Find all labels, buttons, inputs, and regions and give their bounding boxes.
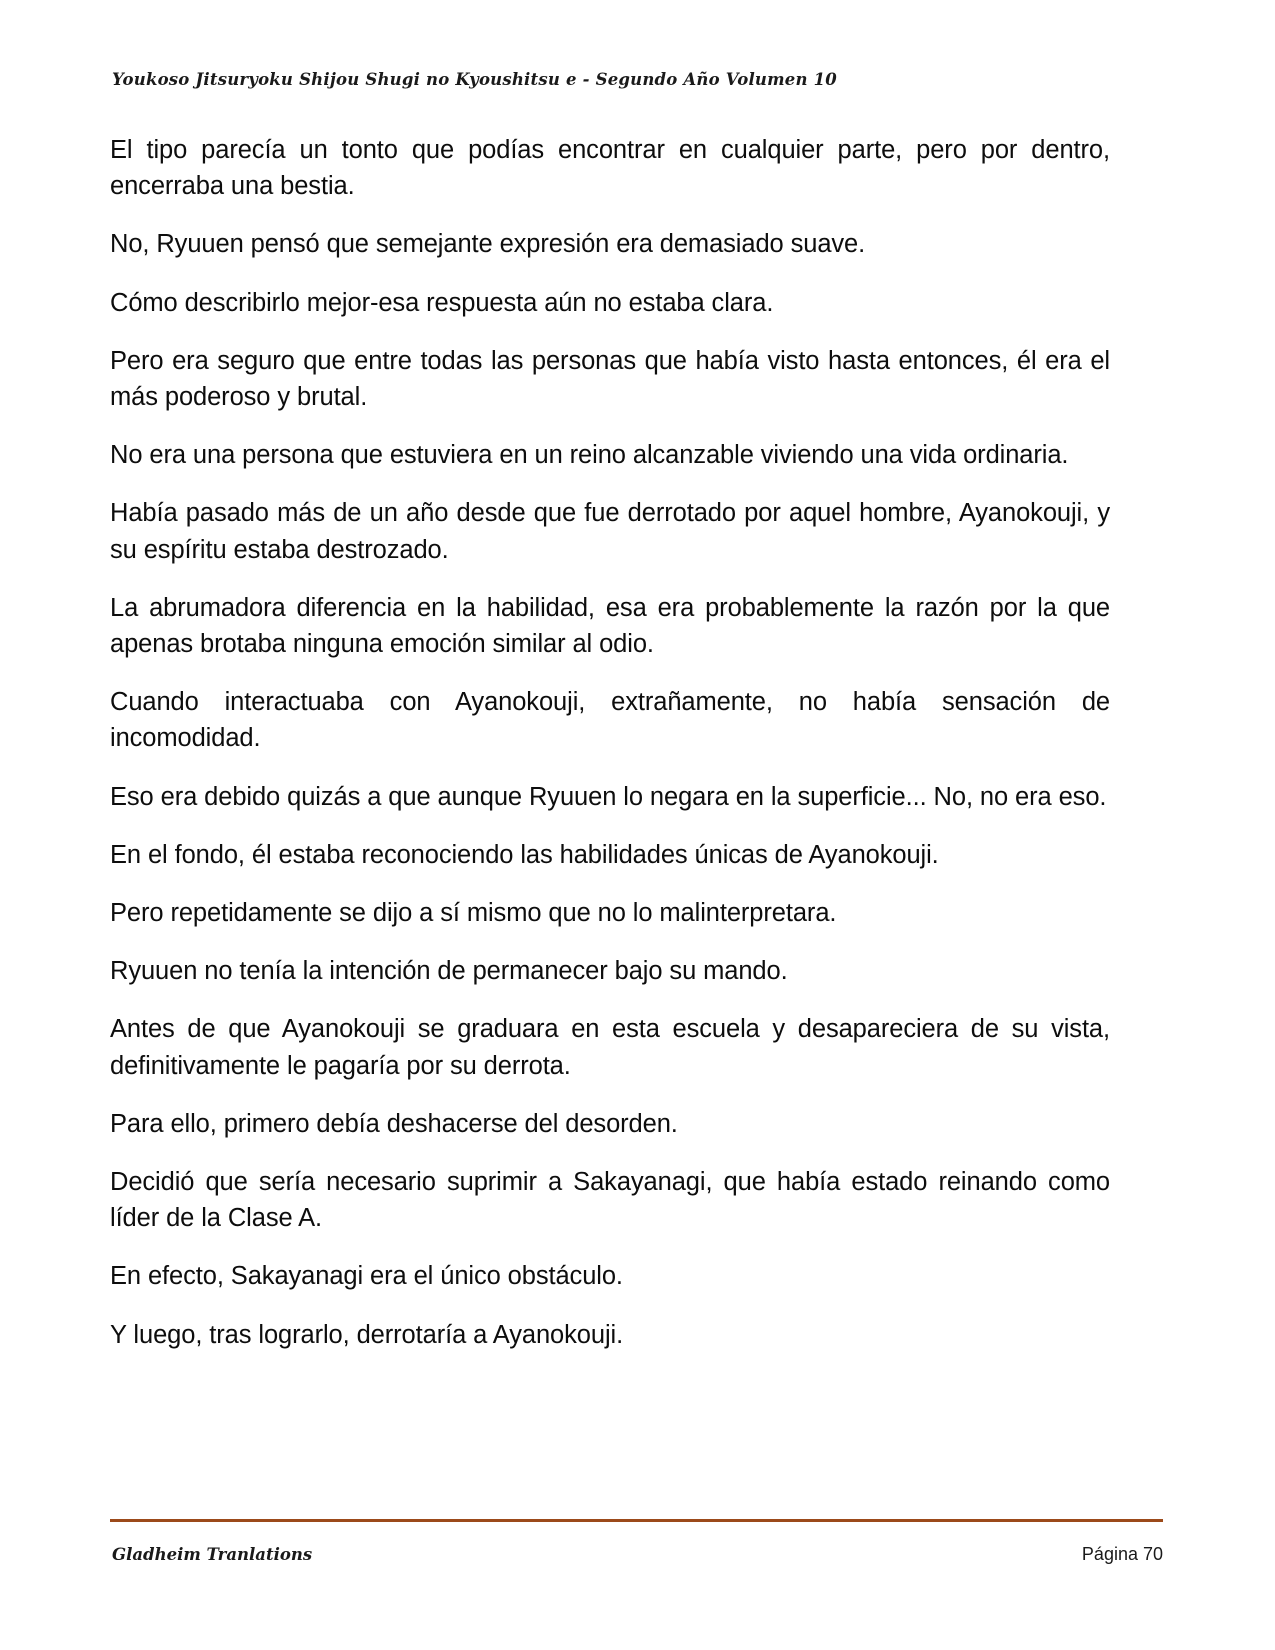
paragraph: Pero era seguro que entre todas las personas que había visto hasta entonces, él era el más poderoso y brutal. xyxy=(110,346,1110,412)
paragraph: Antes de que Ayanokouji se graduara en esta escuela y desapareciera de su vista, definitivamente le pagaría por su derrota. xyxy=(110,1015,1110,1080)
page-number: Página 70 xyxy=(1081,1544,1163,1564)
translation-credit: Gladheim Tranlations xyxy=(112,1545,313,1564)
paragraph: Había pasado más de un año desde que fue derrotado por aquel hombre, Ayanokouji, y su espíritu estaba destrozado. xyxy=(110,499,1110,564)
paragraph: En efecto, Sakayanagi era el único obstáculo. xyxy=(110,1262,623,1291)
paragraph: En el fondo, él estaba reconociendo las habilidades únicas de Ayanokouji. xyxy=(110,840,939,869)
paragraph: Cómo describirlo mejor-esa respuesta aún no estaba clara. xyxy=(110,288,774,317)
document-body xyxy=(110,132,1110,1353)
paragraph: Decidió que sería necesario suprimir a Sakayanagi, que había estado reinando como líder de la Clase A. xyxy=(110,1168,1110,1233)
paragraph: Eso era debido quizás a que aunque Ryuuen lo negara en la superficie... No, no era eso. xyxy=(110,782,1107,811)
paragraph: No, Ryuuen pensó que semejante expresión era demasiado suave. xyxy=(110,230,866,259)
paragraph: Y luego, tras lograrlo, derrotaría a Ayanokouji. xyxy=(110,1320,624,1349)
paragraph: Pero repetidamente se dijo a sí mismo que no lo malinterpretara. xyxy=(110,899,837,928)
paragraph: Ryuuen no tenía la intención de permanecer bajo su mando. xyxy=(110,957,788,986)
page-footer xyxy=(112,1544,1163,1565)
page-header: Youkoso Jitsuryoku Shijou Shugi no Kyoushitsu e - Segundo Año Volumen 10 xyxy=(112,70,837,89)
footer-divider xyxy=(110,1519,1163,1522)
paragraph: El tipo parecía un tonto que podías encontrar en cualquier parte, pero por dentro, encerraba una bestia. xyxy=(110,136,1110,201)
paragraph: No era una persona que estuviera en un reino alcanzable viviendo una vida ordinaria. xyxy=(110,441,1069,470)
paragraph: La abrumadora diferencia en la habilidad, esa era probablemente la razón por la que apenas brotaba ninguna emoción similar al odio. xyxy=(110,593,1110,659)
paragraph: Para ello, primero debía deshacerse del desorden. xyxy=(110,1109,678,1138)
paragraph: Cuando interactuaba con Ayanokouji, extrañamente, no había sensación de incomodidad. xyxy=(110,688,1110,753)
